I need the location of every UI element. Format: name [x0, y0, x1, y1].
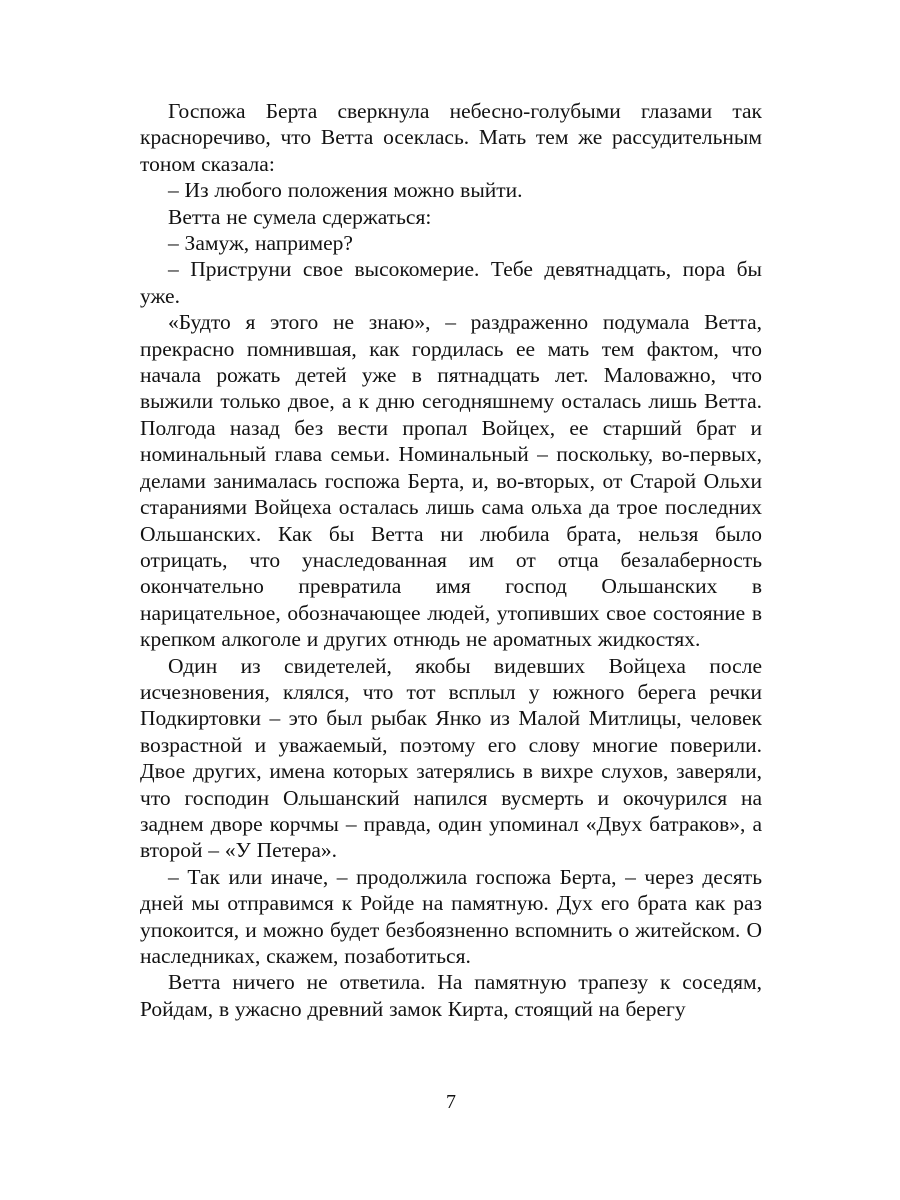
page-number: 7 — [446, 1091, 456, 1113]
paragraph: Ветта ничего не ответила. На памятную трапезу к соседям, Ройдам, в ужасно древний замок Кирта, стоящий на берегу — [140, 970, 762, 1021]
paragraph: Один из свидетелей, якобы видевших Войцеха после исчезновения, клялся, что тот всплыл у южного берега речки Подкиртовки – это был рыбак Янко из Малой Митлицы, человек возрастной и уважаемый, поэтому его слову многие поверили. Двое других, имена которых затерялись в вихре слухов, заверяли, что господин Ольшанский напился вусмерть и окочурился на заднем дворе корчмы – правда, один упоминал «Двух батраков», а второй – «У Петера». — [140, 653, 762, 863]
paragraph: «Будто я этого не знаю», – раздраженно подумала Ветта, прекрасно помнившая, как гордилась ее мать тем фактом, что начала рожать детей уже в пятнадцать лет. Маловажно, что выжили только двое, а к дню сегодняшнему осталась лишь Ветта. Полгода назад без вести пропал Войцех, ее старший брат и номинальный глава семьи. Номинальный – поскольку, во-первых, делами занималась госпожа Берта, и, во-вторых, от Старой Ольхи стараниями Войцеха осталась лишь сама ольха да трое последних Ольшанских. Как бы Ветта ни любила брата, нельзя было отрицать, что унаследованная им от отца безалаберность окончательно превратила имя господ Ольшанских в нарицательное, обозначающее людей, утопивших свое состояние в крепком алкоголе и других отнюдь не ароматных жидкостях. — [140, 310, 762, 652]
book-page-text — [140, 98, 762, 1022]
paragraph: Госпожа Берта сверкнула небесно-голубыми глазами так красноречиво, что Ветта осеклась. Мать тем же рассудительным тоном сказала: — [140, 99, 762, 176]
paragraph-dialogue: – Замуж, например? — [168, 231, 353, 256]
paragraph-dialogue: – Так или иначе, – продолжила госпожа Берта, – через десять дней мы отправимся к Ройде на памятную. Дух его брата как раз упокоится, и можно будет безбоязненно вспомнить о житейском. О наследниках, скажем, позаботиться. — [140, 864, 762, 968]
paragraph-dialogue: – Приструни свое высокомерие. Тебе девятнадцать, пора бы уже. — [140, 257, 762, 308]
paragraph-dialogue: – Из любого положения можно выйти. — [168, 178, 523, 203]
paragraph: Ветта не сумела сдержаться: — [168, 204, 432, 229]
